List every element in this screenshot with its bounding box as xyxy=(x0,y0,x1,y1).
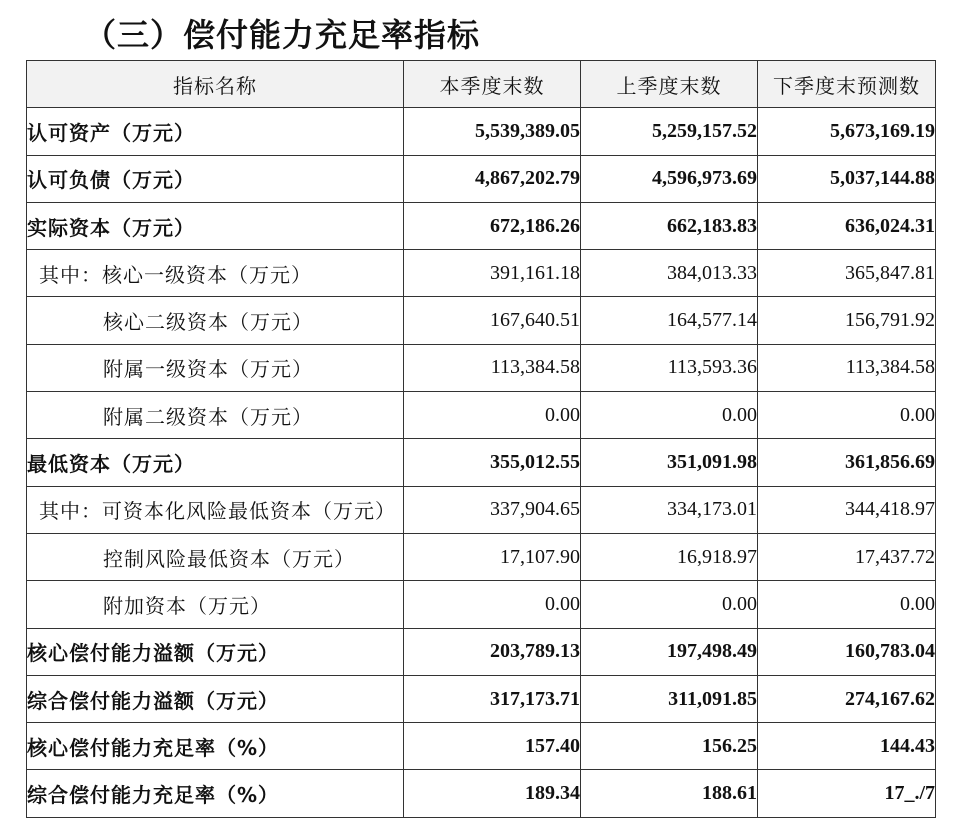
forecast-value: 636,024.31 xyxy=(758,202,936,249)
current-value: 157.40 xyxy=(404,723,581,770)
table-header-row xyxy=(27,61,936,108)
table-row xyxy=(27,533,936,580)
table-row xyxy=(27,439,936,486)
forecast-value: 0.00 xyxy=(758,392,936,439)
forecast-value: 160,783.04 xyxy=(758,628,936,675)
previous-value: 311,091.85 xyxy=(581,675,758,722)
table-row xyxy=(27,344,936,391)
current-value: 5,539,389.05 xyxy=(404,108,581,155)
row-label: 控制风险最低资本（万元） xyxy=(27,533,404,580)
current-value: 355,012.55 xyxy=(404,439,581,486)
current-value: 167,640.51 xyxy=(404,297,581,344)
forecast-value: 156,791.92 xyxy=(758,297,936,344)
previous-value: 4,596,973.69 xyxy=(581,155,758,202)
forecast-value: 0.00 xyxy=(758,581,936,628)
header-next-quarter-forecast: 下季度末预测数 xyxy=(758,61,936,108)
row-label: 实际资本（万元） xyxy=(27,202,404,249)
previous-value: 334,173.01 xyxy=(581,486,758,533)
table-row xyxy=(27,392,936,439)
previous-value: 16,918.97 xyxy=(581,533,758,580)
previous-value: 197,498.49 xyxy=(581,628,758,675)
previous-value: 662,183.83 xyxy=(581,202,758,249)
previous-value: 156.25 xyxy=(581,723,758,770)
current-value: 0.00 xyxy=(404,581,581,628)
previous-value: 188.61 xyxy=(581,770,758,817)
current-value: 189.34 xyxy=(404,770,581,817)
table-row xyxy=(27,581,936,628)
current-value: 203,789.13 xyxy=(404,628,581,675)
row-label: 综合偿付能力溢额（万元） xyxy=(27,675,404,722)
row-label: 其中：核心一级资本（万元） xyxy=(27,250,404,297)
current-value: 317,173.71 xyxy=(404,675,581,722)
forecast-value: 144.43 xyxy=(758,723,936,770)
table-row xyxy=(27,297,936,344)
previous-value: 0.00 xyxy=(581,581,758,628)
solvency-indicator-table xyxy=(26,60,936,818)
row-label: 认可资产（万元） xyxy=(27,108,404,155)
row-label: 核心偿付能力溢额（万元） xyxy=(27,628,404,675)
table-row xyxy=(27,770,936,817)
row-label: 认可负债（万元） xyxy=(27,155,404,202)
section-title: （三）偿付能力充足率指标 xyxy=(84,16,481,54)
current-value: 391,161.18 xyxy=(404,250,581,297)
row-label: 核心二级资本（万元） xyxy=(27,297,404,344)
forecast-value: 5,037,144.88 xyxy=(758,155,936,202)
header-current-quarter: 本季度末数 xyxy=(404,61,581,108)
current-value: 0.00 xyxy=(404,392,581,439)
forecast-value: 274,167.62 xyxy=(758,675,936,722)
row-label: 附属一级资本（万元） xyxy=(27,344,404,391)
forecast-value: 17_./7 xyxy=(758,770,936,817)
current-value: 4,867,202.79 xyxy=(404,155,581,202)
row-label: 附属二级资本（万元） xyxy=(27,392,404,439)
table-row xyxy=(27,486,936,533)
forecast-value: 361,856.69 xyxy=(758,439,936,486)
table-row xyxy=(27,723,936,770)
forecast-value: 365,847.81 xyxy=(758,250,936,297)
forecast-value: 5,673,169.19 xyxy=(758,108,936,155)
header-previous-quarter: 上季度末数 xyxy=(581,61,758,108)
table-row xyxy=(27,155,936,202)
row-label: 综合偿付能力充足率（%） xyxy=(27,770,404,817)
row-label: 其中：可资本化风险最低资本（万元） xyxy=(27,486,404,533)
table-row xyxy=(27,202,936,249)
forecast-value: 344,418.97 xyxy=(758,486,936,533)
table-row xyxy=(27,675,936,722)
previous-value: 0.00 xyxy=(581,392,758,439)
current-value: 337,904.65 xyxy=(404,486,581,533)
table-row xyxy=(27,108,936,155)
row-label: 最低资本（万元） xyxy=(27,439,404,486)
previous-value: 5,259,157.52 xyxy=(581,108,758,155)
row-label: 附加资本（万元） xyxy=(27,581,404,628)
table-row xyxy=(27,250,936,297)
current-value: 17,107.90 xyxy=(404,533,581,580)
row-label: 核心偿付能力充足率（%） xyxy=(27,723,404,770)
current-value: 113,384.58 xyxy=(404,344,581,391)
previous-value: 113,593.36 xyxy=(581,344,758,391)
current-value: 672,186.26 xyxy=(404,202,581,249)
forecast-value: 113,384.58 xyxy=(758,344,936,391)
previous-value: 351,091.98 xyxy=(581,439,758,486)
table-row xyxy=(27,628,936,675)
previous-value: 164,577.14 xyxy=(581,297,758,344)
header-indicator-name: 指标名称 xyxy=(27,61,404,108)
previous-value: 384,013.33 xyxy=(581,250,758,297)
forecast-value: 17,437.72 xyxy=(758,533,936,580)
